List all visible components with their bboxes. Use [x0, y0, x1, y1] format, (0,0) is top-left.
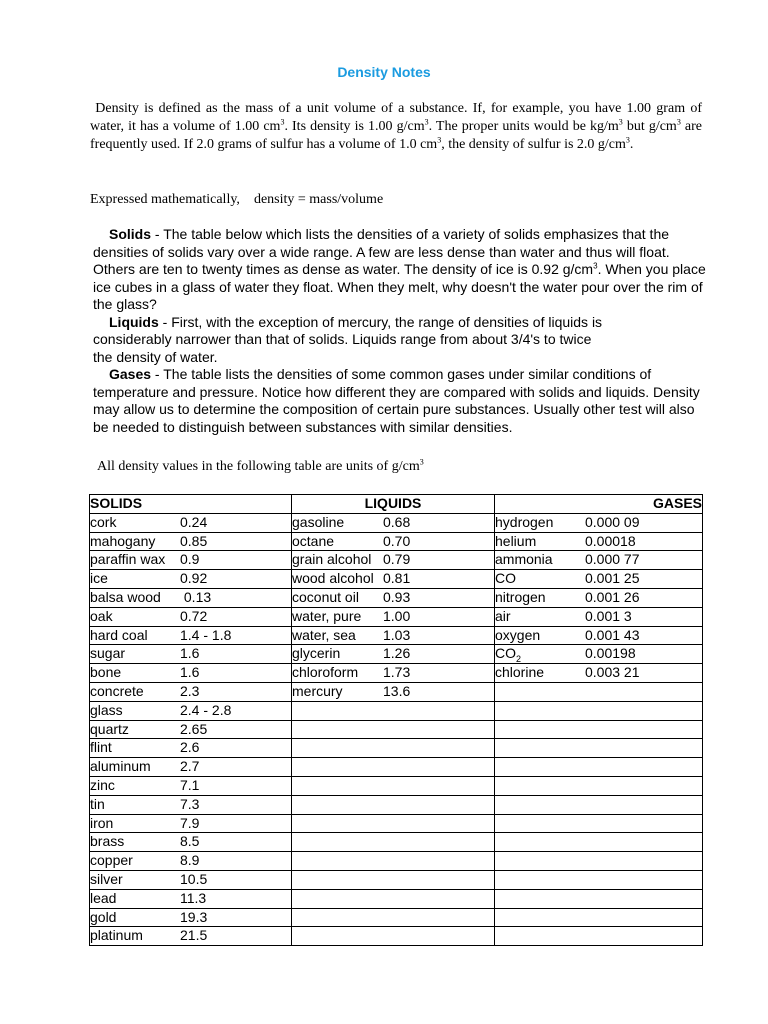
- solids-density-value: 0.9: [180, 551, 200, 568]
- liquids-substance: coconut oil: [292, 588, 359, 605]
- table-row: [90, 870, 703, 889]
- gases-density-value: 0.000 77: [585, 551, 640, 568]
- solids-substance: platinum: [90, 927, 143, 944]
- solids-substance: glass: [90, 701, 123, 718]
- gases-cell: [495, 664, 703, 683]
- gases-density-value: 0.001 3: [585, 607, 632, 624]
- solids-density-value: 1.6: [180, 664, 200, 681]
- gases-substance: hydrogen: [495, 513, 554, 530]
- solids-cell: [90, 645, 292, 664]
- solids-substance: oak: [90, 607, 113, 624]
- solids-density-value: 2.65: [180, 720, 208, 737]
- solids-density-value: 2.3: [180, 682, 200, 699]
- gases-substance: ammonia: [495, 551, 553, 568]
- liquids-cell: [292, 607, 495, 626]
- liquids-cell: [292, 682, 495, 701]
- solids-density-value: 0.92: [180, 570, 208, 587]
- gases-cell: [495, 607, 703, 626]
- solids-substance: gold: [90, 908, 117, 925]
- gases-density-value: 0.00018: [585, 532, 636, 549]
- solids-substance: bone: [90, 664, 122, 681]
- math-expression: Expressed mathematically, density = mass/volume: [90, 192, 384, 207]
- table-body: [90, 513, 703, 945]
- solids-cell: [90, 852, 292, 871]
- solids-substance: sugar: [90, 645, 126, 662]
- liquids-density-value: 1.26: [383, 645, 411, 662]
- table-row: [90, 607, 703, 626]
- liquids-substance: glycerin: [292, 645, 341, 662]
- liquids-density-value: 0.81: [383, 570, 411, 587]
- gases-cell: [495, 870, 703, 889]
- table-row: [90, 833, 703, 852]
- table-row: [90, 701, 703, 720]
- liquids-density-value: 13.6: [383, 682, 411, 699]
- subscript: 2: [516, 654, 522, 664]
- table-row: [90, 551, 703, 570]
- solids-cell: [90, 739, 292, 758]
- liquids-cell: [292, 720, 495, 739]
- liquids-cell: [292, 701, 495, 720]
- solids-substance: cork: [90, 513, 117, 530]
- liquids-substance: wood alcohol: [292, 570, 374, 587]
- gases-cell: [495, 588, 703, 607]
- table-row: [90, 626, 703, 645]
- gases-substance: air: [495, 607, 511, 624]
- solids-substance: iron: [90, 814, 114, 831]
- table-row: [90, 588, 703, 607]
- table-note: All density values in the following table are units of $g/cm^3$: [97, 457, 424, 474]
- gases-cell: [495, 513, 703, 532]
- liquids-cell: [292, 870, 495, 889]
- liquids-substance: chloroform: [292, 664, 359, 681]
- gases-cell: [495, 758, 703, 777]
- solids-cell: [90, 626, 292, 645]
- solids-substance: aluminum: [90, 758, 151, 775]
- liquids-density-value: 0.93: [383, 588, 411, 605]
- solids-cell: [90, 701, 292, 720]
- solids-cell: [90, 720, 292, 739]
- gases-cell: [495, 682, 703, 701]
- solids-cell: [90, 551, 292, 570]
- gases-substance: nitrogen: [495, 588, 546, 605]
- table-row: [90, 739, 703, 758]
- solids-substance: paraffin wax: [90, 551, 166, 568]
- liquids-substance: water, sea: [292, 626, 356, 643]
- solids-cell: [90, 532, 292, 551]
- solids-substance: flint: [90, 739, 112, 756]
- solids-density-value: 19.3: [180, 908, 208, 925]
- density-table: [89, 494, 703, 946]
- liquids-substance: octane: [292, 532, 335, 549]
- solids-substance: zinc: [90, 776, 115, 793]
- gases-cell: [495, 720, 703, 739]
- table-row: [90, 814, 703, 833]
- solids-cell: [90, 513, 292, 532]
- gases-cell: [495, 908, 703, 927]
- liquids-density-value: 0.70: [383, 532, 411, 549]
- gases-cell: [495, 833, 703, 852]
- solids-substance: ice: [90, 570, 108, 587]
- gases-density-value: 0.001 25: [585, 570, 640, 587]
- gases-cell: [495, 701, 703, 720]
- gases-density-value: 0.001 43: [585, 626, 640, 643]
- solids-cell: [90, 570, 292, 589]
- solids-density-value: 0.85: [180, 532, 208, 549]
- gases-substance: CO: [495, 570, 516, 587]
- table-row: [90, 682, 703, 701]
- gases-cell: [495, 570, 703, 589]
- liquids-paragraph: Liquids - First, with the exception of mercury, the range of densities of liquids is considerably narrower than that of solids. Liquids range from about 3/4's to twice the density of water.: [93, 313, 603, 365]
- solids-cell: [90, 870, 292, 889]
- liquids-cell: [292, 814, 495, 833]
- solids-density-value: 0.24: [180, 513, 208, 530]
- table-header-row: [90, 495, 703, 514]
- solids-substance: quartz: [90, 720, 129, 737]
- table-row: [90, 513, 703, 532]
- solids-substance: balsa wood: [90, 588, 161, 605]
- solids-density-value: 8.5: [180, 833, 200, 850]
- solids-density-value: 1.6: [180, 645, 200, 662]
- liquids-cell: [292, 513, 495, 532]
- liquids-cell: [292, 739, 495, 758]
- solids-cell: [90, 908, 292, 927]
- gases-cell: [495, 551, 703, 570]
- solids-cell: [90, 833, 292, 852]
- gases-cell: [495, 927, 703, 946]
- table-row: [90, 795, 703, 814]
- solids-density-value: 10.5: [180, 870, 208, 887]
- table-row: [90, 664, 703, 683]
- solids-substance: silver: [90, 870, 123, 887]
- gases-cell: [495, 645, 703, 664]
- gases-density-value: 0.003 21: [585, 664, 640, 681]
- solids-cell: [90, 776, 292, 795]
- solids-substance: tin: [90, 795, 105, 812]
- solids-density-value: 1.4 - 1.8: [180, 626, 232, 643]
- gases-cell: [495, 889, 703, 908]
- gases-cell: [495, 814, 703, 833]
- solids-density-value: 11.3: [180, 889, 207, 906]
- liquids-cell: [292, 645, 495, 664]
- liquids-substance: gasoline: [292, 513, 345, 530]
- gases-cell: [495, 626, 703, 645]
- table-row: [90, 927, 703, 946]
- solids-cell: [90, 607, 292, 626]
- table-row: [90, 852, 703, 871]
- liquids-substance: mercury: [292, 682, 343, 699]
- solids-substance: brass: [90, 833, 125, 850]
- table-row: [90, 645, 703, 664]
- header-solids: SOLIDS: [90, 495, 292, 514]
- table-row: [90, 889, 703, 908]
- gases-substance: chlorine: [495, 664, 545, 681]
- gases-substance: helium: [495, 532, 537, 549]
- solids-density-value: 21.5: [180, 927, 208, 944]
- solids-cell: [90, 795, 292, 814]
- solids-cell: [90, 889, 292, 908]
- gases-density-value: 0.000 09: [585, 513, 640, 530]
- solids-density-value: 8.9: [180, 852, 200, 869]
- liquids-substance: water, pure: [292, 607, 362, 624]
- liquids-density-value: 0.68: [383, 513, 411, 530]
- solids-substance: mahogany: [90, 532, 156, 549]
- liquids-cell: [292, 908, 495, 927]
- gases-substance: $CO_2$: [495, 645, 522, 664]
- liquids-cell: [292, 551, 495, 570]
- header-liquids: LIQUIDS: [292, 495, 495, 514]
- solids-substance: hard coal: [90, 626, 148, 643]
- liquids-cell: [292, 833, 495, 852]
- solids-cell: [90, 588, 292, 607]
- gases-cell: [495, 532, 703, 551]
- liquids-cell: [292, 532, 495, 551]
- solids-substance: copper: [90, 852, 133, 869]
- solids-density-value: 7.9: [180, 814, 200, 831]
- gases-paragraph: Gases - The table lists the densities of some common gases under similar conditions of temperature and pressure. Notice how different they are compared with solids and liquids. Density may allow us to determine the composition of certain pure substances. Usually other test will also be needed to distinguish between substances with similar densities.: [93, 366, 700, 435]
- solids-density-value: 7.1: [180, 776, 200, 793]
- solids-substance: lead: [90, 889, 117, 906]
- solids-density-value: 0.72: [180, 607, 208, 624]
- liquids-cell: [292, 626, 495, 645]
- solids-density-value: 0.13: [180, 588, 212, 605]
- liquids-substance: grain alcohol: [292, 551, 372, 568]
- solids-cell: [90, 664, 292, 683]
- liquids-cell: [292, 588, 495, 607]
- header-gases: GASES: [495, 495, 703, 514]
- liquids-cell: [292, 776, 495, 795]
- gases-cell: [495, 739, 703, 758]
- liquids-cell: [292, 664, 495, 683]
- liquids-density-value: 1.03: [383, 626, 411, 643]
- solids-density-value: 2.7: [180, 758, 200, 775]
- table-row: [90, 908, 703, 927]
- gases-cell: [495, 852, 703, 871]
- liquids-cell: [292, 570, 495, 589]
- solids-density-value: 7.3: [180, 795, 200, 812]
- intro-paragraph: Density is defined as the mass of a unit volume of a substance. If, for example, you have 1.00 gram of water, it has a volume of 1.00 $cm^3$. Its density is 1.00 $g/cm^3$. The proper units would be $kg/m^3$ but $g/cm^3$ are frequently used. If 2.0 grams of sulfur has a volume of 1.0 $cm^3$, the density of sulfur is 2.0 $g/cm^3$.: [90, 101, 703, 152]
- table-row: [90, 758, 703, 777]
- liquids-cell: [292, 758, 495, 777]
- liquids-cell: [292, 927, 495, 946]
- gases-density-value: 0.001 26: [585, 588, 640, 605]
- gases-substance: oxygen: [495, 626, 541, 643]
- solids-density-value: 2.6: [180, 739, 200, 756]
- liquids-cell: [292, 852, 495, 871]
- liquids-density-value: 1.00: [383, 607, 411, 624]
- gases-cell: [495, 795, 703, 814]
- solids-density-value: 2.4 - 2.8: [180, 701, 232, 718]
- solids-cell: [90, 758, 292, 777]
- solids-paragraph: Solids - The table below which lists the densities of a variety of solids emphasizes that the densities of solids vary over a wide range. A few are less dense than water and thus will float. Others are ten to twenty times as dense as water. The density of ice is 0.92 $g/cm^3$. When you place ice cubes in a glass of water they float. When they melt, why doesn't the water pour over the rim of the glass?: [93, 226, 706, 312]
- body-text: [93, 226, 713, 436]
- table-row: [90, 570, 703, 589]
- page-title: Density Notes: [337, 64, 431, 80]
- table-row: [90, 532, 703, 551]
- table-row: [90, 776, 703, 795]
- gases-cell: [495, 776, 703, 795]
- solids-substance: concrete: [90, 682, 144, 699]
- solids-cell: [90, 814, 292, 833]
- liquids-cell: [292, 795, 495, 814]
- liquids-density-value: 1.73: [383, 664, 411, 681]
- gases-density-value: 0.00198: [585, 645, 636, 662]
- liquids-cell: [292, 889, 495, 908]
- solids-cell: [90, 927, 292, 946]
- table-row: [90, 720, 703, 739]
- solids-cell: [90, 682, 292, 701]
- liquids-density-value: 0.79: [383, 551, 411, 568]
